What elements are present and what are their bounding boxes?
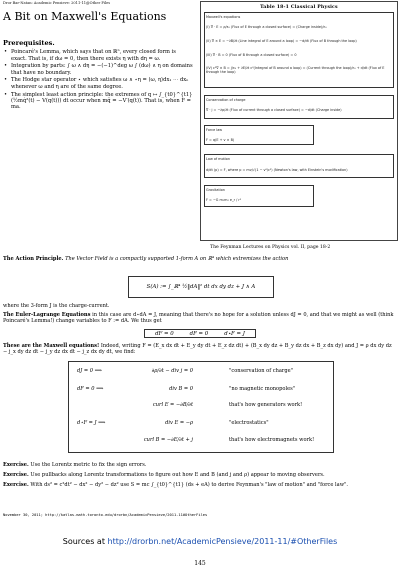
euler-lagrange-label: The Euler-Lagrange Equations — [3, 312, 91, 318]
table-line: Maxwell's equations — [206, 15, 241, 19]
euler-lagrange-text: in this case are d⋆dA = J, meaning that there's no hope for a solution unless dJ = 0, and that we might as well (think Poincaré's Lemma!) change variables to F := dA. We thus get — [3, 312, 394, 325]
maxwell-row-equation: div E = −ρ — [165, 420, 193, 426]
gravitation-box — [204, 185, 314, 207]
page-number: 145 — [194, 560, 206, 567]
maxwell-row — [69, 368, 335, 380]
running-header: Dror Bar-Natan: Academic Pensieve: 2011-11@Other Files — [3, 1, 111, 5]
exercise-label: Exercise. — [3, 482, 29, 488]
maxwell-text: Indeed, writing F = (E_x dx dt + E_y dy dt + E_z dz dt) + (B_x dy dz + B_y dz dx + B_z dx dy) and J = ρ dx dy dz − j_x dy dz dt − j_y dz dx dt − j_z dx dy dt, we find: — [3, 343, 392, 356]
maxwell-row — [69, 386, 335, 398]
maxwell-row-note: that's how generators work! — [229, 402, 303, 408]
maxwell-box — [204, 12, 394, 88]
conservation-box — [204, 95, 394, 119]
table-line: Conservation of charge — [206, 98, 246, 102]
maxwell-row-condition: dJ = 0 ⟹ — [77, 368, 102, 374]
page-title: A Bit on Maxwell's Equations — [3, 10, 167, 23]
table-line: (IV) c²∇ × B = j/ε₀ + ∂E/∂t c²(Integral of B around a loop) = (Current through the loop)/ε₀ + d/dt (Flux of E through the loop) — [206, 66, 385, 74]
exercise-text: Use the Lorentz metric to fix the sign errors. — [30, 462, 147, 468]
table-line: (III) ∇ · B = 0 (Flux of B through a closed surface) = 0 — [206, 53, 297, 57]
maxwell-row-condition: dF = 0 ⟹ — [77, 386, 104, 392]
maxwell-equations-box — [68, 361, 334, 453]
exercise — [3, 472, 397, 478]
prerequisites-heading: Prerequisites. — [3, 39, 55, 47]
field-equation: dF = 0 — [155, 330, 174, 337]
field-equation: d⋆F = J — [224, 330, 245, 337]
table-line: Gravitation — [206, 188, 225, 192]
maxwell-row — [69, 420, 335, 432]
force-law-box — [204, 125, 314, 145]
maxwell-row — [69, 437, 335, 449]
prerequisites-section — [3, 40, 193, 112]
table-line: Law of motion — [206, 157, 231, 161]
maxwell-row-note: that's how electromagnets work! — [229, 437, 315, 443]
table-line: F = q(E + v × B) — [206, 138, 235, 142]
table-line: (I) ∇ · E = ρ/ε₀ (Flux of E through a closed surface) = (Charge inside)/ε₀ — [206, 25, 327, 29]
field-equation: dF = 0 — [189, 330, 209, 337]
prerequisites-list — [3, 49, 193, 110]
maxwell-row-note: "conservation of charge" — [229, 368, 293, 374]
maxwell-row-equation: ∂ρ/∂t − div j = 0 — [151, 368, 193, 374]
prerequisite-item: • Integration by parts: ∫ ω ∧ dη = −(−1)^deg ω ∫ (dω) ∧ η on domains that have no boundary. — [3, 63, 193, 76]
charge-current-note: where the 3-form J is the charge-current. — [3, 303, 110, 309]
action-principle-text: The Vector Field is a compactly supported 1-form A on ℝ⁴ which extremizes the action — [65, 256, 289, 262]
sources-line — [0, 537, 400, 546]
table-line: F = −G m₁m₂ e_r / r² — [206, 198, 242, 202]
maxwell-row-equation: curl B = −∂E/∂t + j — [143, 437, 193, 443]
footer-date-url: November 30, 2011; http://katlas.math.toronto.edu/drorbn/AcademicPensieve/2011-11#OtherFiles — [3, 513, 208, 517]
figure-caption: The Feynman Lectures on Physics vol. II, page 18-2 — [210, 245, 331, 250]
action-principle-label: The Action Principle. — [3, 256, 64, 262]
exercise — [3, 482, 397, 488]
maxwell-row-note: "electrostatics" — [229, 420, 269, 426]
sources-link[interactable]: http://drorbn.net/AcademicPensieve/2011-11/#OtherFiles — [107, 537, 338, 546]
exercise-text: Use pullbacks along Lorentz transformations to figure out how E and B (and j and ρ) appear to moving observers. — [30, 472, 325, 478]
prerequisite-item: • The Hodge star operator ⋆ which satisfies ω ∧ ⋆η = ⟨ω, η⟩dx₁ ⋯ dxₙ whenever ω and η are of the same degree. — [3, 77, 193, 90]
sources-prefix: Sources at — [62, 537, 105, 546]
motion-box — [204, 154, 394, 178]
euler-lagrange-paragraph — [3, 312, 397, 325]
exercise-label: Exercise. — [3, 462, 29, 468]
maxwell-row — [69, 402, 335, 414]
action-principle-paragraph — [3, 256, 397, 262]
exercise-label: Exercise. — [3, 472, 29, 478]
maxwell-row-equation: curl E = −∂B/∂t — [152, 402, 193, 408]
prerequisite-item: • The simplest least action principle: the extremes of q ↦ ∫_{t0}^{t1} (½mq̇²(t) − V(q(t))) dt occur when mq̈ = −V′(q(t)). That is, when F = ma. — [3, 92, 193, 111]
table-line: (II) ∇ × E = −∂B/∂t (Line integral of E around a loop) = −d/dt (Flux of B through the loop) — [206, 39, 357, 43]
action-equation: S(A) := ∫_ℝ⁴ ½‖dA‖² dt dx dy dz + J ∧ A — [128, 276, 274, 298]
prerequisite-item: • Poincaré's Lemma, which says that on ℝⁿ, every closed form is exact. That is, if dω = 0, then there exists η with dη = ω. — [3, 49, 193, 62]
maxwell-row-equation: div B = 0 — [169, 386, 193, 392]
maxwell-row-note: "no magnetic monopoles" — [229, 386, 296, 392]
maxwell-label: These are the Maxwell equations! — [3, 343, 100, 349]
table-line: ∇ · j = −∂ρ/∂t (Flux of current through a closed surface) = −d/dt (Charge inside) — [206, 108, 342, 112]
table-title: Table 18-1 Classical Physics — [260, 5, 338, 10]
field-equations-box — [144, 329, 256, 338]
maxwell-row-condition: d⋆F = J ⟹ — [77, 420, 106, 426]
table-line: d/dt (p) = F, where p = mv/√(1 − v²/c²) (Newton's law, with Einstein's modification) — [206, 168, 348, 172]
exercise — [3, 462, 397, 468]
feynman-table-figure — [200, 1, 398, 241]
maxwell-paragraph — [3, 343, 397, 356]
exercise-text: With ds² = c²dt² − dx² − dy² − dz² use S = mc ∫_{t0}^{t1} (ds + eA) to derive Feynman's "law of motion" and "force law". — [30, 482, 349, 488]
table-line: Force law — [206, 128, 223, 132]
